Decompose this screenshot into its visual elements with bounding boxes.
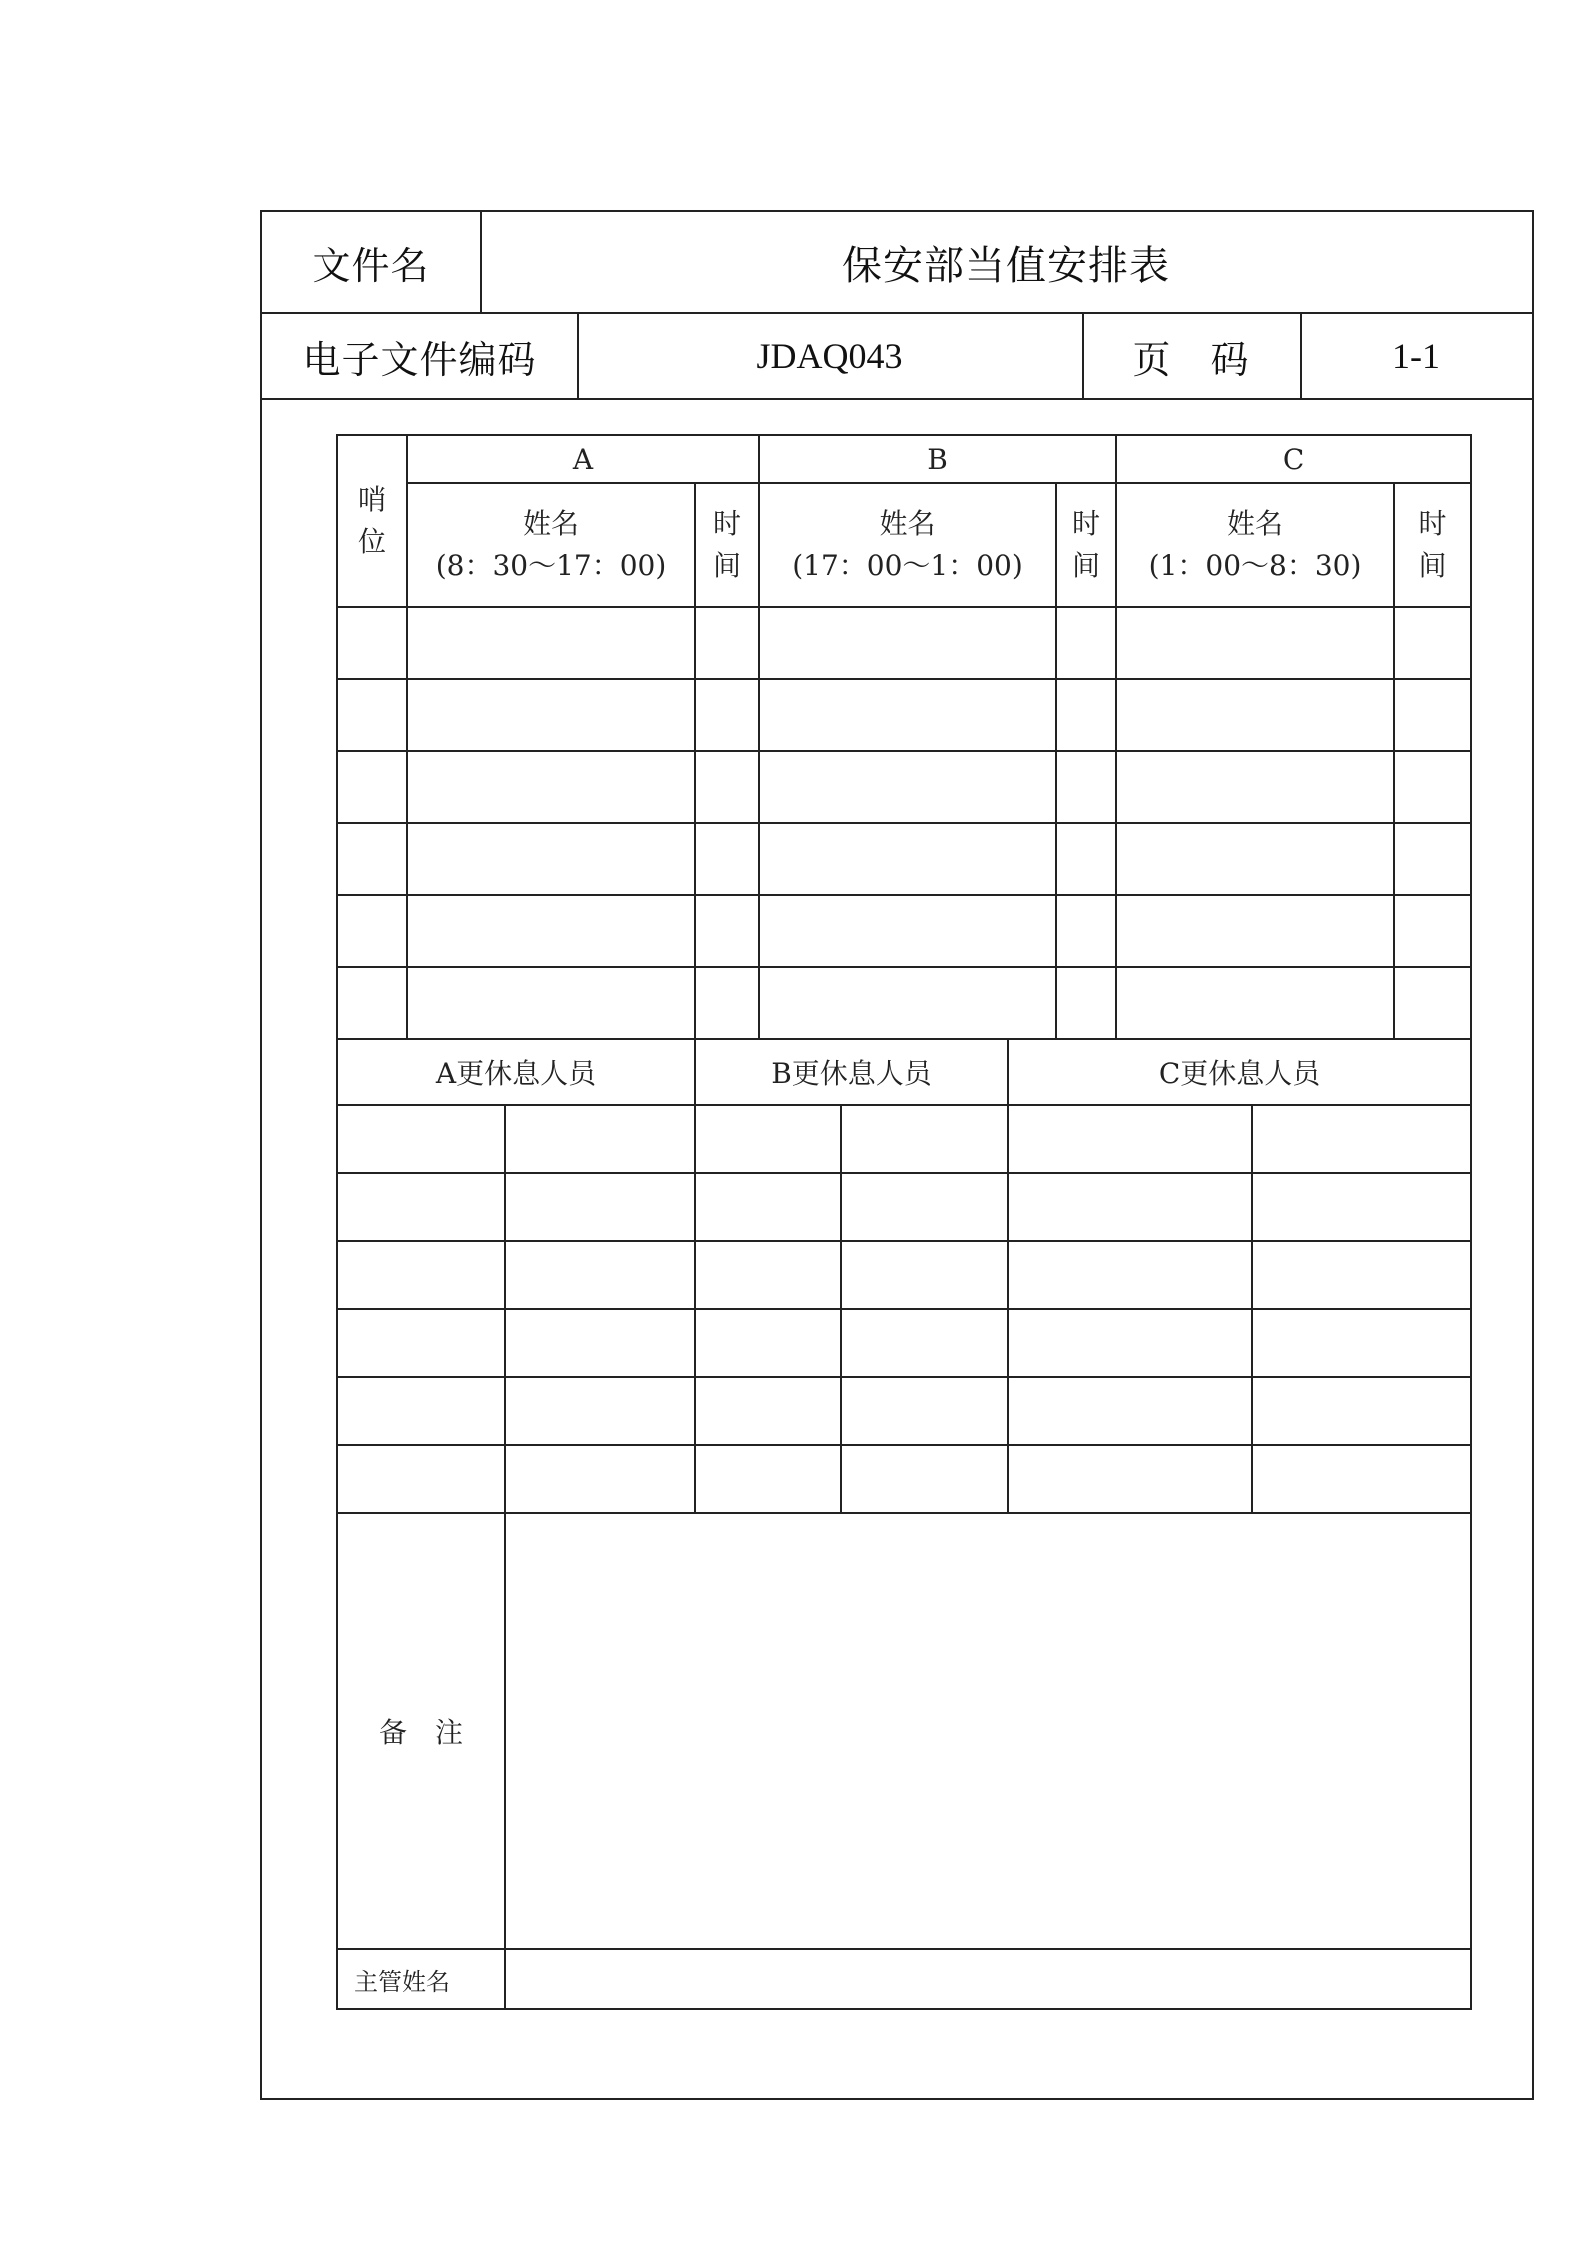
schedule-cell[interactable] [1056,607,1116,679]
rest-staff-cell[interactable] [1008,1309,1252,1377]
schedule-cell[interactable] [695,895,759,967]
schedule-cell[interactable] [1116,679,1394,751]
schedule-cell[interactable] [759,751,1056,823]
rest-staff-cell[interactable] [841,1173,1008,1241]
schedule-cell[interactable] [1056,895,1116,967]
rest-staff-row [337,1445,1471,1513]
rest-staff-a-label: A更休息人员 [337,1039,695,1105]
rest-staff-cell[interactable] [841,1377,1008,1445]
shift-a-time-header: 时 间 [695,483,759,607]
schedule-cell[interactable] [407,607,695,679]
rest-staff-cell[interactable] [695,1105,841,1173]
schedule-row [337,607,1471,679]
e-file-code-value: JDAQ043 [756,336,903,376]
duty-schedule-table [336,434,1472,1040]
schedule-cell[interactable] [407,751,695,823]
rest-staff-b-label: B更休息人员 [695,1039,1008,1105]
file-name-label: 文件名 [312,243,430,288]
rest-staff-cell[interactable] [505,1445,695,1513]
rest-staff-cell[interactable] [337,1173,505,1241]
schedule-cell[interactable] [1394,607,1471,679]
schedule-cell[interactable] [695,679,759,751]
schedule-cell[interactable] [407,679,695,751]
rest-staff-cell[interactable] [1252,1377,1471,1445]
rest-staff-cell[interactable] [505,1105,695,1173]
rest-staff-row [337,1173,1471,1241]
schedule-cell[interactable] [407,895,695,967]
schedule-cell[interactable] [1116,895,1394,967]
rest-staff-row [337,1241,1471,1309]
page-label: 页 码 [1132,337,1250,382]
rest-staff-cell[interactable] [1252,1241,1471,1309]
rest-staff-table [336,1038,1472,2010]
document-title: 保安部当值安排表 [842,242,1170,289]
header-title-row [262,212,1532,314]
rest-staff-cell[interactable] [1008,1105,1252,1173]
rest-staff-cell[interactable] [695,1241,841,1309]
schedule-row [337,967,1471,1039]
schedule-cell[interactable] [1056,967,1116,1039]
schedule-cell[interactable] [1394,751,1471,823]
schedule-cell[interactable] [1056,751,1116,823]
schedule-cell[interactable] [1116,751,1394,823]
rest-staff-cell[interactable] [1008,1445,1252,1513]
rest-staff-cell[interactable] [1008,1377,1252,1445]
schedule-cell[interactable] [1116,967,1394,1039]
schedule-row [337,895,1471,967]
schedule-cell[interactable] [759,895,1056,967]
schedule-cell[interactable] [1394,967,1471,1039]
supervisor-field[interactable] [505,1949,1471,2009]
schedule-cell[interactable] [1116,607,1394,679]
shift-c-time-header: 时 间 [1394,483,1471,607]
supervisor-label: 主管姓名 [337,1949,505,2009]
rest-staff-row [337,1309,1471,1377]
shift-b-name-header: 姓名 (17：00～1：00) [759,483,1056,607]
rest-staff-header-row [337,1039,1471,1105]
rest-staff-cell[interactable] [841,1241,1008,1309]
remarks-field[interactable] [505,1513,1471,1949]
rest-staff-cell[interactable] [505,1377,695,1445]
shift-detail-row [337,483,1471,607]
schedule-cell[interactable] [407,967,695,1039]
shift-c-header: C [1116,435,1471,483]
shift-a-name-header: 姓名 (8：30～17：00) [407,483,695,607]
rest-staff-row [337,1377,1471,1445]
rest-staff-cell[interactable] [337,1105,505,1173]
schedule-cell[interactable] [407,823,695,895]
rest-staff-cell[interactable] [695,1309,841,1377]
schedule-area [336,434,1470,2012]
rest-staff-cell[interactable] [695,1377,841,1445]
rest-staff-cell[interactable] [841,1105,1008,1173]
header-code-row [262,314,1532,400]
schedule-cell[interactable] [337,823,407,895]
schedule-cell[interactable] [1394,823,1471,895]
schedule-cell[interactable] [337,607,407,679]
schedule-cell[interactable] [759,823,1056,895]
schedule-cell[interactable] [759,967,1056,1039]
shift-letter-row [337,435,1471,483]
schedule-cell[interactable] [1394,895,1471,967]
rest-staff-cell[interactable] [337,1445,505,1513]
schedule-row [337,679,1471,751]
rest-staff-c-label: C更休息人员 [1008,1039,1471,1105]
rest-staff-cell[interactable] [337,1241,505,1309]
schedule-cell[interactable] [1056,679,1116,751]
schedule-cell[interactable] [759,607,1056,679]
rest-staff-cell[interactable] [841,1309,1008,1377]
schedule-cell[interactable] [337,895,407,967]
shift-a-header: A [407,435,759,483]
rest-staff-row [337,1105,1471,1173]
rest-staff-cell[interactable] [505,1241,695,1309]
remarks-row [337,1513,1471,1949]
rest-staff-cell[interactable] [337,1309,505,1377]
schedule-cell[interactable] [695,751,759,823]
remarks-label: 备注 [337,1513,505,1949]
shift-c-name-header: 姓名 (1：00～8：30) [1116,483,1394,607]
rest-staff-cell[interactable] [695,1445,841,1513]
rest-staff-cell[interactable] [337,1377,505,1445]
post-header: 哨 位 [337,435,407,607]
rest-staff-cell[interactable] [841,1445,1008,1513]
schedule-cell[interactable] [759,679,1056,751]
schedule-cell[interactable] [695,607,759,679]
schedule-row [337,823,1471,895]
schedule-cell[interactable] [1056,823,1116,895]
schedule-cell[interactable] [695,967,759,1039]
schedule-cell[interactable] [337,967,407,1039]
rest-staff-cell[interactable] [1252,1309,1471,1377]
rest-staff-cell[interactable] [505,1309,695,1377]
schedule-row [337,751,1471,823]
page-value: 1-1 [1392,336,1440,376]
schedule-cell[interactable] [337,751,407,823]
rest-staff-cell[interactable] [1252,1173,1471,1241]
schedule-cell[interactable] [1394,679,1471,751]
rest-staff-cell[interactable] [1008,1173,1252,1241]
shift-b-header: B [759,435,1116,483]
e-file-code-label: 电子文件编码 [302,337,537,382]
rest-staff-cell[interactable] [1008,1241,1252,1309]
supervisor-row [337,1949,1471,2009]
rest-staff-cell[interactable] [1252,1105,1471,1173]
rest-staff-cell[interactable] [1252,1445,1471,1513]
schedule-cell[interactable] [1116,823,1394,895]
schedule-cell[interactable] [695,823,759,895]
rest-staff-cell[interactable] [695,1173,841,1241]
schedule-cell[interactable] [337,679,407,751]
shift-b-time-header: 时 间 [1056,483,1116,607]
rest-staff-cell[interactable] [505,1173,695,1241]
